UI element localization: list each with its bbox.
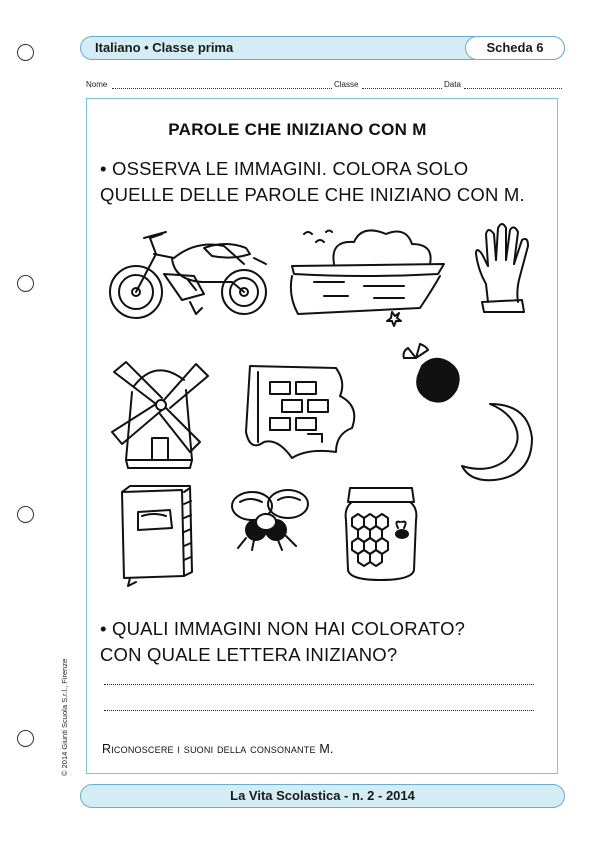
header-bar [80, 36, 565, 60]
date-label: Data [444, 80, 461, 89]
name-label: Nome [86, 80, 108, 89]
name-field[interactable] [112, 88, 332, 89]
date-field[interactable] [464, 88, 562, 89]
footer-bar: La Vita Scolastica - n. 2 - 2014 [80, 784, 565, 808]
instruction-coloring-line-2: QUELLE DELLE PAROLE CHE INIZIANO CON M. [100, 184, 525, 205]
fly-picture[interactable] [226, 482, 316, 552]
instruction-question-line-2: CON QUALE LETTERA INIZIANO? [100, 644, 398, 665]
book-picture[interactable] [114, 484, 199, 589]
answer-line-1[interactable] [104, 684, 534, 685]
windmill-picture[interactable] [104, 346, 214, 471]
class-field[interactable] [362, 88, 442, 89]
wall-picture[interactable] [244, 362, 364, 462]
instruction-coloring-line-1: • OSSERVA LE IMMAGINI. COLORA SOLO [100, 158, 469, 179]
copyright-notice: © 2014 Giunti Scuola S.r.l., Firenze [60, 658, 69, 776]
sea-picture[interactable] [284, 220, 449, 330]
header-subject: Italiano • Classe prima [95, 40, 234, 55]
worksheet-title: PAROLE CHE INIZIANO CON M [168, 120, 427, 139]
instruction-question [100, 616, 465, 668]
answer-line-2[interactable] [104, 710, 534, 711]
hand-picture[interactable] [470, 214, 540, 314]
sheet-number: Scheda 6 [465, 36, 565, 60]
honey-jar-picture[interactable] [340, 484, 425, 584]
binder-hole-3 [17, 506, 34, 523]
motorcycle-picture[interactable] [104, 224, 274, 324]
instruction-question-line-1: • QUALI IMMAGINI NON HAI COLORATO? [100, 618, 466, 639]
moon-picture[interactable] [458, 400, 538, 485]
binder-hole-1 [17, 44, 34, 61]
binder-hole-4 [17, 730, 34, 747]
instruction-coloring [100, 156, 525, 208]
class-label: Classe [334, 80, 359, 89]
skill-objective: Riconoscere i suoni della consonante M. [102, 742, 334, 756]
binder-hole-2 [17, 275, 34, 292]
